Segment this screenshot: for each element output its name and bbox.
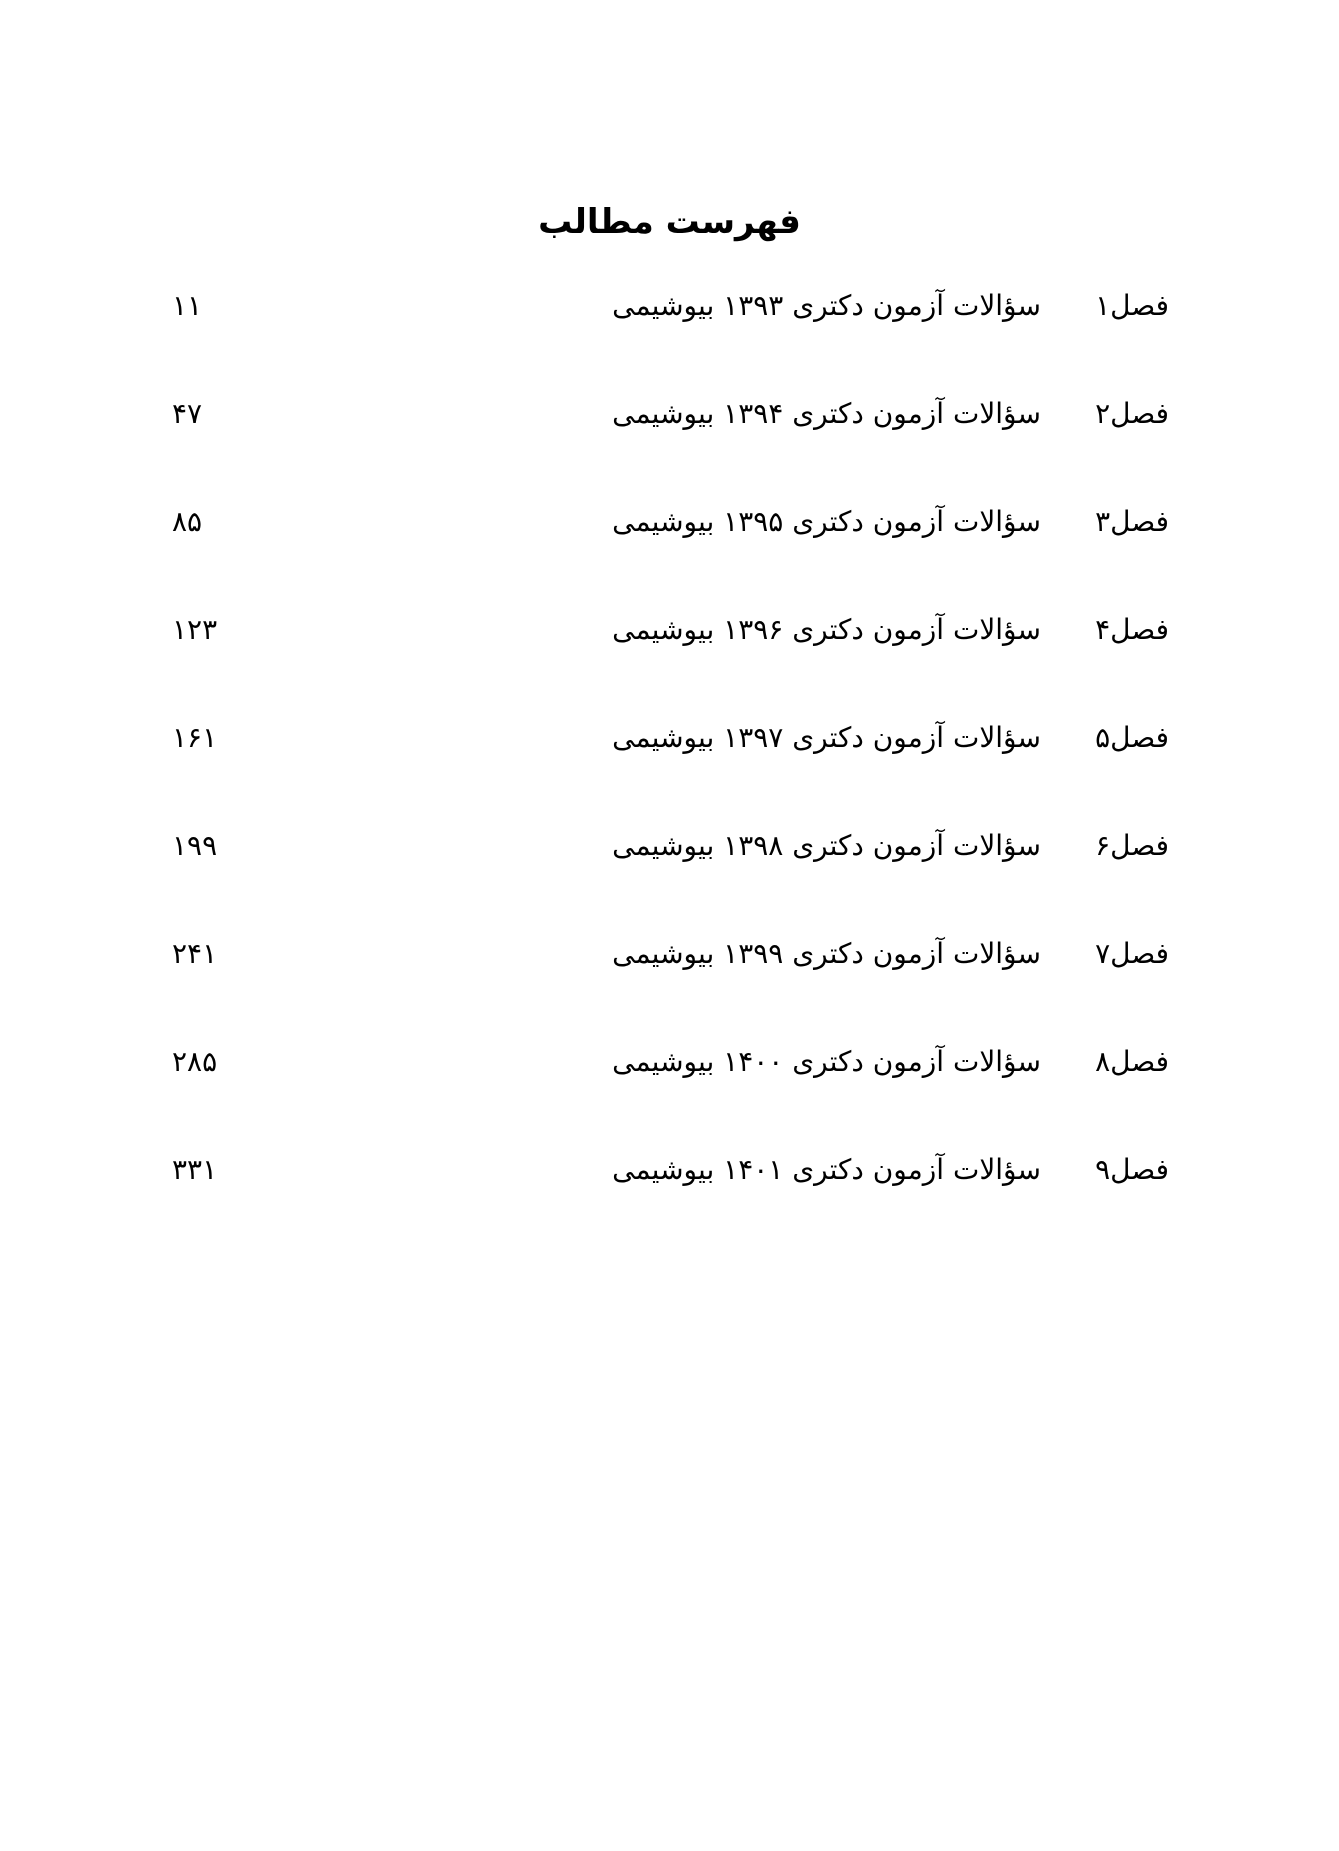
toc-entry-title: سؤالات آزمون دکتری ۱۳۹۸ بیوشیمی (612, 829, 1041, 862)
toc-page-number: ۱۶۱ (172, 721, 218, 754)
toc-entry-title: سؤالات آزمون دکتری ۱۳۹۷ بیوشیمی (612, 721, 1041, 754)
toc-page-number: ۱۱ (172, 289, 203, 322)
toc-chapter-label: فصل۹ (1095, 1153, 1169, 1186)
toc-entry (0, 392, 1339, 500)
toc-page-number: ۲۴۱ (172, 937, 218, 970)
toc-entry (0, 284, 1339, 392)
toc-entry (0, 932, 1339, 1040)
toc-entry (0, 608, 1339, 716)
toc-entry-title: سؤالات آزمون دکتری ۱۴۰۱ بیوشیمی (612, 1153, 1041, 1186)
toc-page-number: ۱۲۳ (172, 613, 218, 646)
toc-heading: فهرست مطالب (538, 202, 801, 242)
toc-entry-title: سؤالات آزمون دکتری ۱۳۹۴ بیوشیمی (612, 397, 1041, 430)
toc-entry-title: سؤالات آزمون دکتری ۱۳۹۳ بیوشیمی (612, 289, 1041, 322)
toc-chapter-label: فصل۴ (1095, 613, 1169, 646)
toc-entry-title: سؤالات آزمون دکتری ۱۳۹۵ بیوشیمی (612, 505, 1041, 538)
toc-chapter-label: فصل۲ (1095, 397, 1169, 430)
toc-entry (0, 1148, 1339, 1256)
toc-entry (0, 1040, 1339, 1148)
toc-page-number: ۱۹۹ (172, 829, 218, 862)
toc-chapter-label: فصل۷ (1095, 937, 1169, 970)
toc-entry (0, 716, 1339, 824)
toc-chapter-label: فصل۵ (1095, 721, 1169, 754)
toc-list (0, 284, 1339, 1256)
toc-page-number: ۴۷ (172, 397, 203, 430)
toc-chapter-label: فصل۱ (1095, 289, 1169, 322)
toc-chapter-label: فصل۶ (1095, 829, 1169, 862)
toc-chapter-label: فصل۳ (1095, 505, 1169, 538)
toc-page-number: ۸۵ (172, 505, 203, 538)
toc-entry-title: سؤالات آزمون دکتری ۱۳۹۹ بیوشیمی (612, 937, 1041, 970)
toc-entry-title: سؤالات آزمون دکتری ۱۳۹۶ بیوشیمی (612, 613, 1041, 646)
toc-page-number: ۲۸۵ (172, 1045, 218, 1078)
toc-page-number: ۳۳۱ (172, 1153, 218, 1186)
toc-entry (0, 824, 1339, 932)
toc-chapter-label: فصل۸ (1095, 1045, 1169, 1078)
toc-entry-title: سؤالات آزمون دکتری ۱۴۰۰ بیوشیمی (612, 1045, 1041, 1078)
toc-entry (0, 500, 1339, 608)
